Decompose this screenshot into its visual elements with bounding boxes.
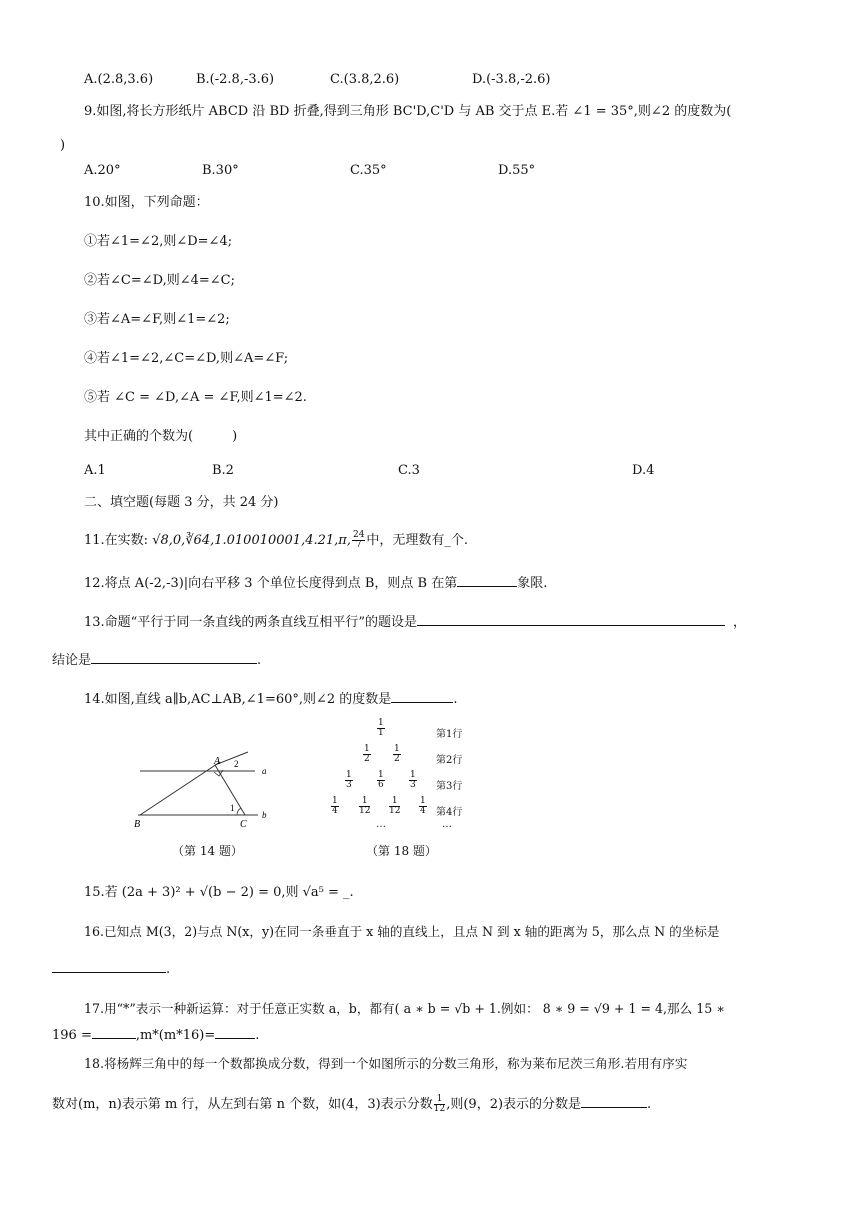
fig18-r1-c1-den: 1 (378, 728, 384, 738)
fig18-r2-c2 (393, 745, 401, 764)
q15-line: 15.若 (2a + 3)² + √(b − 2) = 0,则 √a⁵ = _. (84, 885, 354, 900)
fig18-r4-c1-den: 4 (332, 806, 338, 816)
q10-option-d: D.4 (632, 463, 655, 478)
figure-14-caption: （第 14 题） (172, 844, 243, 858)
q17-line2-prefix: 196 = (52, 1028, 92, 1043)
q17-line-1: 17.用“*”表示一种新运算：对于任意正实数 a，b，都有( a ∗ b = √b + 1.例如： 8 ∗ 9 = √9 + 1 = 4,那么 15 ∗ (84, 1001, 725, 1016)
segment-ba (140, 762, 220, 815)
fig14-label-b-line: b (262, 810, 267, 820)
q11-list: √8,0,∛64,1.010010001,4.21,π, (152, 533, 351, 548)
fig14-label-c-point: C (240, 819, 247, 830)
q17-answer-blank-1[interactable] (92, 1025, 136, 1039)
fig18-r4-c3-den: 12 (389, 806, 401, 816)
q13-period: . (257, 653, 262, 668)
q10-option-a: A.1 (84, 463, 106, 478)
fig18-r4-c1 (331, 797, 339, 816)
q10-item-2: ②若∠C=∠D,则∠4=∠C; (84, 273, 235, 288)
q16-line-2 (52, 959, 170, 979)
q13-line-2 (52, 650, 261, 670)
q9-option-c: C.35° (350, 163, 387, 178)
fig18-r4-c2 (359, 797, 370, 816)
fig18-r4-c2-den: 12 (359, 806, 371, 816)
q12-line (84, 573, 547, 593)
q9-option-b: B.30° (202, 163, 239, 178)
q8-option-a: A.(2.8,3.6) (84, 72, 154, 87)
q10-option-c: C.3 (398, 463, 420, 478)
q8-option-c: C.(3.8,2.6) (330, 72, 400, 87)
figure-14-diagram (130, 750, 280, 830)
q14-line (84, 689, 457, 709)
q18-line2-prefix: 数对(m，n)表示第 m 行，从左到右第 n 个数，如(4，3)表示分数 (52, 1097, 433, 1112)
fig18-r2-c2-num: 1 (394, 744, 400, 754)
q18-frac-den: 12 (433, 1104, 446, 1114)
q18-line2-mid: ,则(9，2)表示的分数是 (446, 1097, 582, 1112)
q9-stem: 9.如图,将长方形纸片 ABCD 沿 BD 折叠,得到三角形 BC'D,C'D 与 AB 交于点 E.若 ∠1 = 35°,则∠2 的度数为( (84, 104, 732, 119)
fig18-r4-c1-num: 1 (332, 796, 338, 806)
q13-conclusion-label: 结论是 (52, 653, 92, 668)
q14-answer-blank[interactable] (391, 689, 453, 703)
q17-line2-suffix: . (255, 1028, 260, 1043)
fig18-row-label-4: 第4行 (436, 807, 463, 818)
fig18-r3-c2-num: 1 (378, 770, 384, 780)
q18-frac-num: 1 (434, 1095, 445, 1105)
q18-line2-suffix: . (647, 1097, 652, 1112)
q11-prefix: 11.在实数: (84, 533, 153, 548)
fig18-r2-c1-den: 2 (364, 754, 370, 764)
q8-option-d: D.(-3.8,-2.6) (472, 72, 551, 87)
fig18-r3-c1-den: 3 (346, 780, 352, 790)
q8-option-b: B.(-2.8,-3.6) (196, 72, 275, 87)
q14-prefix: 14.如图,直线 a∥b,AC⊥AB,∠1=60°,则∠2 的度数是 (84, 692, 392, 707)
q16-answer-blank[interactable] (52, 959, 166, 973)
q9-option-d: D.55° (498, 163, 536, 178)
q11-fraction (352, 531, 365, 550)
q10-stem: 10.如图，下列命题： (84, 195, 209, 210)
fig18-r4-c4 (419, 797, 427, 816)
q17-line2-mid: ,m*(m*16)= (135, 1028, 216, 1043)
q16-line-1: 16.已知点 M(3，2)与点 N(x，y)在同一条垂直于 x 轴的直线上，且点 N 到 x 轴的距离为 5，那么点 N 的坐标是 (84, 924, 720, 939)
q12-suffix: 象限. (517, 576, 548, 591)
q13-prefix: 13.命题“平行于同一条直线的两条直线互相平行”的题设是 (84, 615, 417, 630)
fig18-r2-c1-num: 1 (364, 744, 370, 754)
fig18-r1-c1 (377, 719, 385, 738)
fig18-r1-c1-num: 1 (378, 718, 384, 728)
q13-comma: ， (732, 615, 746, 630)
fig18-row-label-2: 第2行 (436, 755, 463, 766)
fig18-r4-c4-num: 1 (420, 796, 426, 806)
q13-conclusion-blank[interactable] (91, 650, 257, 664)
figure-18-triangle (320, 715, 480, 835)
q11-suffix: 中，无理数有_个. (366, 533, 469, 548)
q18-line-2 (52, 1094, 651, 1114)
fig18-r3-c3-den: 3 (410, 780, 416, 790)
q16-period: . (166, 962, 171, 977)
section-heading-fill-in: 二、填空题(每题 3 分，共 24 分) (84, 495, 279, 510)
q13-premise-blank[interactable] (417, 612, 725, 626)
q9-option-a: A.20° (84, 163, 121, 178)
q10-option-b: B.2 (212, 463, 234, 478)
q10-item-4: ④若∠1=∠2,∠C=∠D,则∠A=∠F; (84, 351, 289, 366)
q17-answer-blank-2[interactable] (215, 1025, 255, 1039)
fig14-label-1: 1 (230, 803, 235, 813)
fig18-r3-c2 (377, 771, 385, 790)
q18-answer-blank[interactable] (581, 1094, 647, 1108)
fig18-r4-c3-num: 1 (389, 797, 400, 807)
q18-line-1: 18.将杨辉三角中的每一个数都换成分数，得到一个如图所示的分数三角形，称为莱布尼茨三角形.若用有序实 (84, 1056, 688, 1071)
q10-question: 其中正确的个数为( ) (84, 429, 238, 444)
q10-item-5: ⑤若 ∠C = ∠D,∠A = ∠F,则∠1=∠2. (84, 390, 307, 405)
fig18-r4-c4-den: 4 (420, 806, 426, 816)
q11-frac-num: 24 (352, 530, 365, 540)
q12-answer-blank[interactable] (457, 573, 517, 587)
q10-item-1: ①若∠1=∠2,则∠D=∠4; (84, 234, 233, 249)
q17-line-2 (52, 1025, 259, 1045)
fig18-ellipsis: … (376, 819, 386, 830)
q13-line-1 (84, 612, 746, 632)
q14-suffix: . (453, 692, 458, 707)
q12-prefix: 12.将点 A(-2,-3)|向右平移 3 个单位长度得到点 B，则点 B 在第 (84, 576, 458, 591)
q18-fraction (434, 1095, 445, 1114)
fig18-r3-c1-num: 1 (346, 770, 352, 780)
q11-frac-den: 7 (355, 540, 362, 550)
fig18-r2-c1 (363, 745, 371, 764)
fig18-r3-c3-num: 1 (410, 770, 416, 780)
fig14-label-a-point: A (214, 756, 221, 767)
figure-18-caption: （第 18 题） (366, 844, 437, 858)
fig18-r3-c1 (345, 771, 353, 790)
fig18-r4-c3 (389, 797, 400, 816)
q9-close-paren: ) (60, 138, 66, 153)
fig18-r2-c2-den: 2 (394, 754, 400, 764)
q11-line (84, 531, 468, 550)
fig14-label-a-line: a (262, 766, 267, 776)
fig18-row-label-3: 第3行 (436, 781, 463, 792)
fig18-r4-c2-num: 1 (359, 797, 370, 807)
fig14-label-2: 2 (234, 759, 239, 769)
fig18-row-ellipsis: … (442, 819, 452, 830)
angle-1-arc (237, 808, 241, 815)
fig18-row-label-1: 第1行 (436, 729, 463, 740)
fig18-r3-c3 (409, 771, 417, 790)
q10-item-3: ③若∠A=∠F,则∠1=∠2; (84, 312, 230, 327)
fig14-label-b-point: B (134, 819, 141, 830)
fig18-r3-c2-den: 6 (378, 780, 384, 790)
